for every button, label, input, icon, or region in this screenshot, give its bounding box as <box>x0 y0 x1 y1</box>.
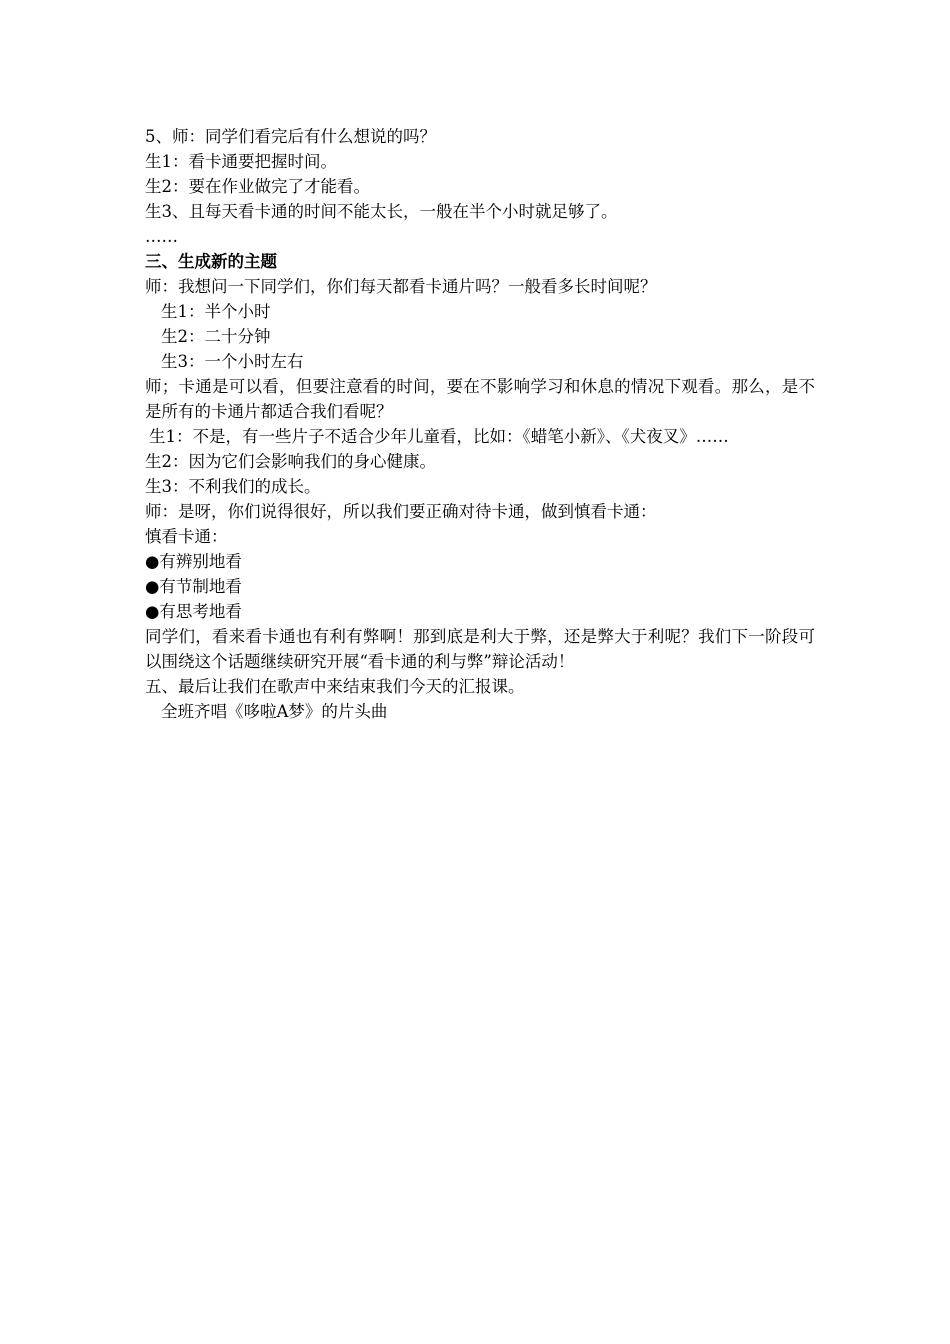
bullet-item: ●有思考地看 <box>145 602 242 621</box>
teacher-paragraph: 师；卡通是可以看，但要注意看的时间，要在不影响学习和休息的情况下观看。那么，是不是所有的卡通片都适合我们看呢？ <box>145 377 815 421</box>
student-2-answer-line: 生2：二十分钟 <box>161 327 271 346</box>
student-1-answer-line: 生1：看卡通要把握时间。 <box>145 152 337 171</box>
final-song-line: 全班齐唱《哆啦A梦》的片头曲 <box>161 702 388 721</box>
student-1-answer-line: 生1：不是，有一些片子不适合少年儿童看，比如：《蜡笔小新》、《犬夜叉》…… <box>149 427 729 446</box>
teacher-summary-line: 师：是呀，你们说得很好，所以我们要正确对待卡通，做到慎看卡通： <box>145 502 657 521</box>
student-3-answer-line: 生3：一个小时左右 <box>161 352 304 371</box>
bullet-item: ●有辨别地看 <box>145 552 242 571</box>
student-1-answer-line: 生1：半个小时 <box>161 302 271 321</box>
student-3-answer-line: 生3：不利我们的成长。 <box>145 477 321 496</box>
list-title: 慎看卡通： <box>145 527 228 546</box>
section-five-line: 五、最后让我们在歌声中来结束我们今天的汇报课。 <box>145 677 525 696</box>
student-2-answer-line: 生2：要在作业做完了才能看。 <box>145 177 370 196</box>
teacher-question-line: 5、师：同学们看完后有什么想说的吗？ <box>145 127 436 146</box>
ellipsis-line: …… <box>145 227 178 246</box>
teacher-question-line: 师：我想问一下同学们，你们每天都看卡通片吗？一般看多长时间呢？ <box>145 277 657 296</box>
bullet-item: ●有节制地看 <box>145 577 242 596</box>
student-2-answer-line: 生2：因为它们会影响我们的身心健康。 <box>145 452 436 471</box>
closing-paragraph: 同学们，看来看卡通也有利有弊啊！那到底是利大于弊，还是弊大于利呢？我们下一阶段可以围绕这个话题继续研究开展“看卡通的利与弊”辩论活动！ <box>145 627 815 671</box>
document-body <box>145 124 815 724</box>
student-3-answer-line: 生3、且每天看卡通的时间不能太长，一般在半个小时就足够了。 <box>145 202 618 221</box>
section-heading: 三、生成新的主题 <box>145 252 277 271</box>
